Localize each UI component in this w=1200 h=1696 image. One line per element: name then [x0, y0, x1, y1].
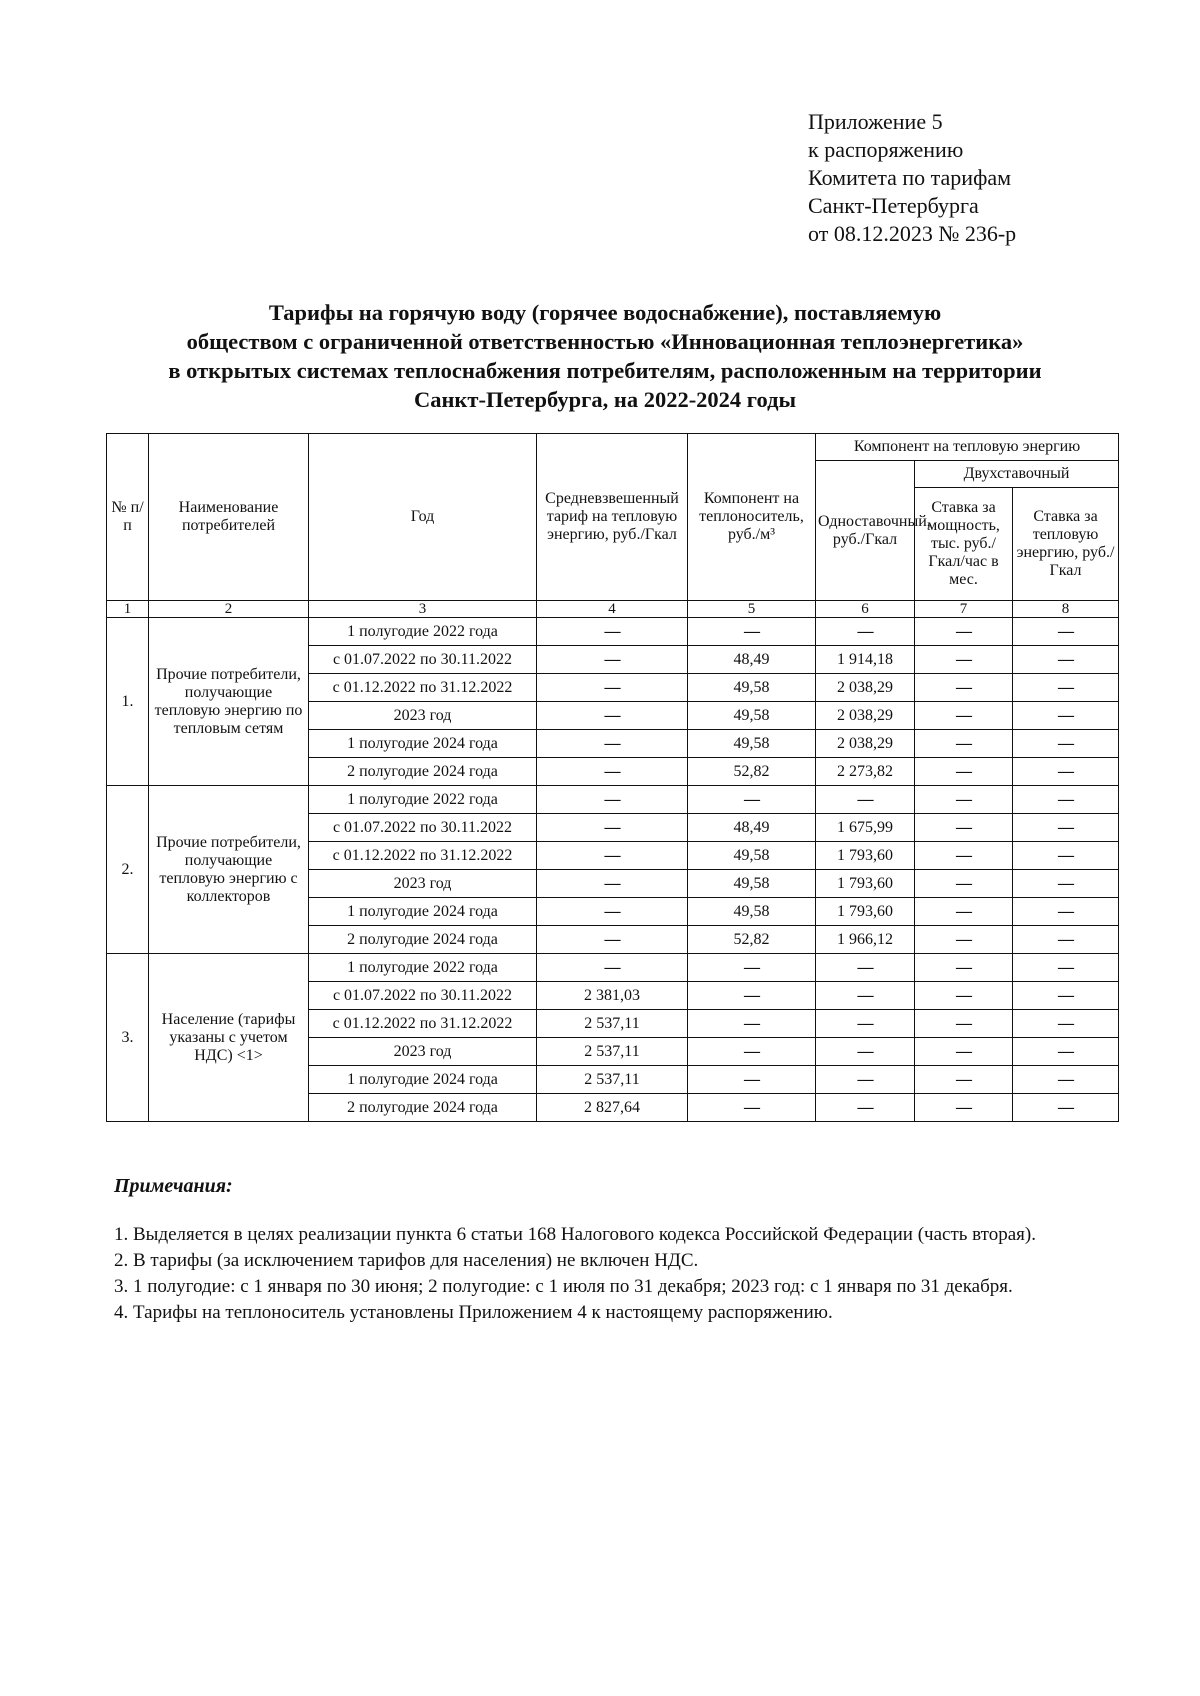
energy-cell: — — [1013, 1066, 1119, 1094]
period-cell: 2 полугодие 2024 года — [309, 1094, 537, 1122]
avg-cell: — — [537, 786, 688, 814]
avg-cell: 2 537,11 — [537, 1038, 688, 1066]
title-line-1: Тарифы на горячую воду (горячее водоснабжение), поставляемую — [268, 300, 942, 325]
header-single-rate: Одноставочный, руб./Гкал — [816, 461, 915, 601]
title-line-2: обществом с ограниченной ответственностью «Инновационная теплоэнергетика» — [186, 329, 1024, 354]
note-item: 2. В тарифы (за исключением тарифов для населения) не включен НДС. — [114, 1250, 699, 1271]
annex-reference — [808, 108, 1016, 248]
energy-cell: — — [1013, 898, 1119, 926]
table-row — [107, 954, 1119, 982]
single-cell: — — [816, 618, 915, 646]
single-cell: 2 038,29 — [816, 674, 915, 702]
col-number: 4 — [537, 601, 688, 618]
avg-cell: 2 537,11 — [537, 1066, 688, 1094]
carrier-cell: — — [688, 618, 816, 646]
period-cell: 1 полугодие 2022 года — [309, 618, 537, 646]
title-line-4: Санкт-Петербурга, на 2022-2024 годы — [413, 387, 797, 412]
capacity-cell: — — [915, 758, 1013, 786]
avg-cell: — — [537, 702, 688, 730]
avg-cell: — — [537, 842, 688, 870]
capacity-cell: — — [915, 898, 1013, 926]
avg-cell: — — [537, 870, 688, 898]
document-title — [110, 298, 1100, 414]
annex-line-3: Комитета по тарифам — [808, 165, 1012, 190]
period-cell: 2023 год — [309, 702, 537, 730]
period-cell: 1 полугодие 2022 года — [309, 786, 537, 814]
period-cell: 1 полугодие 2024 года — [309, 1066, 537, 1094]
energy-cell: — — [1013, 674, 1119, 702]
capacity-cell: — — [915, 646, 1013, 674]
carrier-cell: 49,58 — [688, 870, 816, 898]
avg-cell: — — [537, 758, 688, 786]
header-carrier: Компонент на теплоноситель, руб./м³ — [688, 434, 816, 601]
capacity-cell: — — [915, 618, 1013, 646]
avg-cell: — — [537, 674, 688, 702]
col-number: 7 — [915, 601, 1013, 618]
avg-cell: — — [537, 646, 688, 674]
note-item: 3. 1 полугодие: с 1 января по 30 июня; 2 полугодие: с 1 июля по 31 декабря; 2023 год: с 1 января по 31 декабря. — [114, 1276, 1013, 1297]
header-num: № п/п — [107, 434, 149, 601]
carrier-cell: — — [688, 1094, 816, 1122]
consumer-name: Прочие потребители, получающие тепловую энергию с коллекторов — [149, 786, 309, 954]
single-cell: — — [816, 786, 915, 814]
period-cell: 1 полугодие 2024 года — [309, 898, 537, 926]
carrier-cell: 52,82 — [688, 926, 816, 954]
capacity-cell: — — [915, 786, 1013, 814]
annex-line-4: Санкт-Петербурга — [808, 193, 979, 218]
energy-cell: — — [1013, 758, 1119, 786]
col-number: 6 — [816, 601, 915, 618]
avg-cell: — — [537, 954, 688, 982]
col-number: 5 — [688, 601, 816, 618]
single-cell: 2 273,82 — [816, 758, 915, 786]
energy-cell: — — [1013, 1038, 1119, 1066]
single-cell: 1 966,12 — [816, 926, 915, 954]
single-cell: 1 793,60 — [816, 898, 915, 926]
single-cell: — — [816, 982, 915, 1010]
group-number: 3. — [107, 954, 149, 1122]
carrier-cell: — — [688, 1038, 816, 1066]
period-cell: 2 полугодие 2024 года — [309, 758, 537, 786]
header-energy-rate: Ставка за тепловую энергию, руб./Гкал — [1013, 488, 1119, 601]
capacity-cell: — — [915, 842, 1013, 870]
period-cell: с 01.12.2022 по 31.12.2022 — [309, 674, 537, 702]
energy-cell: — — [1013, 1094, 1119, 1122]
notes-list — [114, 1222, 1036, 1326]
energy-cell: — — [1013, 702, 1119, 730]
single-cell: 1 793,60 — [816, 842, 915, 870]
period-cell: 1 полугодие 2024 года — [309, 730, 537, 758]
single-cell: — — [816, 1066, 915, 1094]
group-number: 2. — [107, 786, 149, 954]
avg-cell: 2 827,64 — [537, 1094, 688, 1122]
table-row — [107, 786, 1119, 814]
carrier-cell: 52,82 — [688, 758, 816, 786]
carrier-cell: 49,58 — [688, 702, 816, 730]
carrier-cell: 48,49 — [688, 814, 816, 842]
avg-cell: — — [537, 926, 688, 954]
col-number: 1 — [107, 601, 149, 618]
annex-line-1: Приложение 5 — [808, 109, 943, 134]
carrier-cell: — — [688, 982, 816, 1010]
single-cell: — — [816, 1094, 915, 1122]
col-number: 2 — [149, 601, 309, 618]
single-cell: — — [816, 1010, 915, 1038]
single-cell: 1 675,99 — [816, 814, 915, 842]
col-number: 3 — [309, 601, 537, 618]
avg-cell: — — [537, 898, 688, 926]
period-cell: с 01.07.2022 по 30.11.2022 — [309, 646, 537, 674]
header-avg-tariff: Средневзвешенный тариф на тепловую энергию, руб./Гкал — [537, 434, 688, 601]
energy-cell: — — [1013, 646, 1119, 674]
notes-title: Примечания: — [114, 1175, 233, 1197]
carrier-cell: — — [688, 786, 816, 814]
energy-cell: — — [1013, 1010, 1119, 1038]
capacity-cell: — — [915, 702, 1013, 730]
energy-cell: — — [1013, 982, 1119, 1010]
avg-cell: — — [537, 618, 688, 646]
energy-cell: — — [1013, 926, 1119, 954]
header-heat-component: Компонент на тепловую энергию — [816, 434, 1119, 461]
carrier-cell: — — [688, 954, 816, 982]
single-cell: 2 038,29 — [816, 730, 915, 758]
table-row — [107, 618, 1119, 646]
header-year: Год — [309, 434, 537, 601]
capacity-cell: — — [915, 926, 1013, 954]
tariffs-table — [106, 433, 1119, 1122]
energy-cell: — — [1013, 730, 1119, 758]
carrier-cell: — — [688, 1066, 816, 1094]
single-cell: — — [816, 1038, 915, 1066]
period-cell: с 01.12.2022 по 31.12.2022 — [309, 842, 537, 870]
carrier-cell: 49,58 — [688, 730, 816, 758]
period-cell: 2023 год — [309, 870, 537, 898]
energy-cell: — — [1013, 870, 1119, 898]
period-cell: 2 полугодие 2024 года — [309, 926, 537, 954]
capacity-cell: — — [915, 870, 1013, 898]
period-cell: с 01.07.2022 по 30.11.2022 — [309, 982, 537, 1010]
title-line-3: в открытых системах теплоснабжения потребителям, расположенным на территории — [168, 358, 1042, 383]
capacity-cell: — — [915, 954, 1013, 982]
annex-line-2: к распоряжению — [808, 137, 964, 162]
avg-cell: 2 381,03 — [537, 982, 688, 1010]
avg-cell: — — [537, 730, 688, 758]
note-item: 4. Тарифы на теплоноситель установлены Приложением 4 к настоящему распоряжению. — [114, 1302, 833, 1323]
carrier-cell: 49,58 — [688, 842, 816, 870]
header-name: Наименование потребителей — [149, 434, 309, 601]
period-cell: 2023 год — [309, 1038, 537, 1066]
capacity-cell: — — [915, 674, 1013, 702]
column-numbers-row — [107, 601, 1119, 618]
consumer-name: Население (тарифы указаны с учетом НДС) <1> — [149, 954, 309, 1122]
avg-cell: — — [537, 814, 688, 842]
capacity-cell: — — [915, 1038, 1013, 1066]
energy-cell: — — [1013, 618, 1119, 646]
capacity-cell: — — [915, 1066, 1013, 1094]
single-cell: 1 914,18 — [816, 646, 915, 674]
period-cell: с 01.12.2022 по 31.12.2022 — [309, 1010, 537, 1038]
carrier-cell: 48,49 — [688, 646, 816, 674]
header-capacity-rate: Ставка за мощность, тыс. руб./Гкал/час в мес. — [915, 488, 1013, 601]
single-cell: 2 038,29 — [816, 702, 915, 730]
annex-line-5: от 08.12.2023 № 236-р — [808, 221, 1017, 246]
consumer-name: Прочие потребители, получающие тепловую энергию по тепловым сетям — [149, 618, 309, 786]
group-number: 1. — [107, 618, 149, 786]
capacity-cell: — — [915, 1094, 1013, 1122]
energy-cell: — — [1013, 786, 1119, 814]
period-cell: с 01.07.2022 по 30.11.2022 — [309, 814, 537, 842]
carrier-cell: 49,58 — [688, 898, 816, 926]
header-two-rate: Двухставочный — [915, 461, 1119, 488]
energy-cell: — — [1013, 814, 1119, 842]
col-number: 8 — [1013, 601, 1119, 618]
energy-cell: — — [1013, 842, 1119, 870]
energy-cell: — — [1013, 954, 1119, 982]
avg-cell: 2 537,11 — [537, 1010, 688, 1038]
single-cell: 1 793,60 — [816, 870, 915, 898]
capacity-cell: — — [915, 982, 1013, 1010]
capacity-cell: — — [915, 730, 1013, 758]
capacity-cell: — — [915, 814, 1013, 842]
carrier-cell: 49,58 — [688, 674, 816, 702]
single-cell: — — [816, 954, 915, 982]
capacity-cell: — — [915, 1010, 1013, 1038]
note-item: 1. Выделяется в целях реализации пункта 6 статьи 168 Налогового кодекса Российской Федерации (часть вторая). — [114, 1224, 1036, 1245]
period-cell: 1 полугодие 2022 года — [309, 954, 537, 982]
carrier-cell: — — [688, 1010, 816, 1038]
